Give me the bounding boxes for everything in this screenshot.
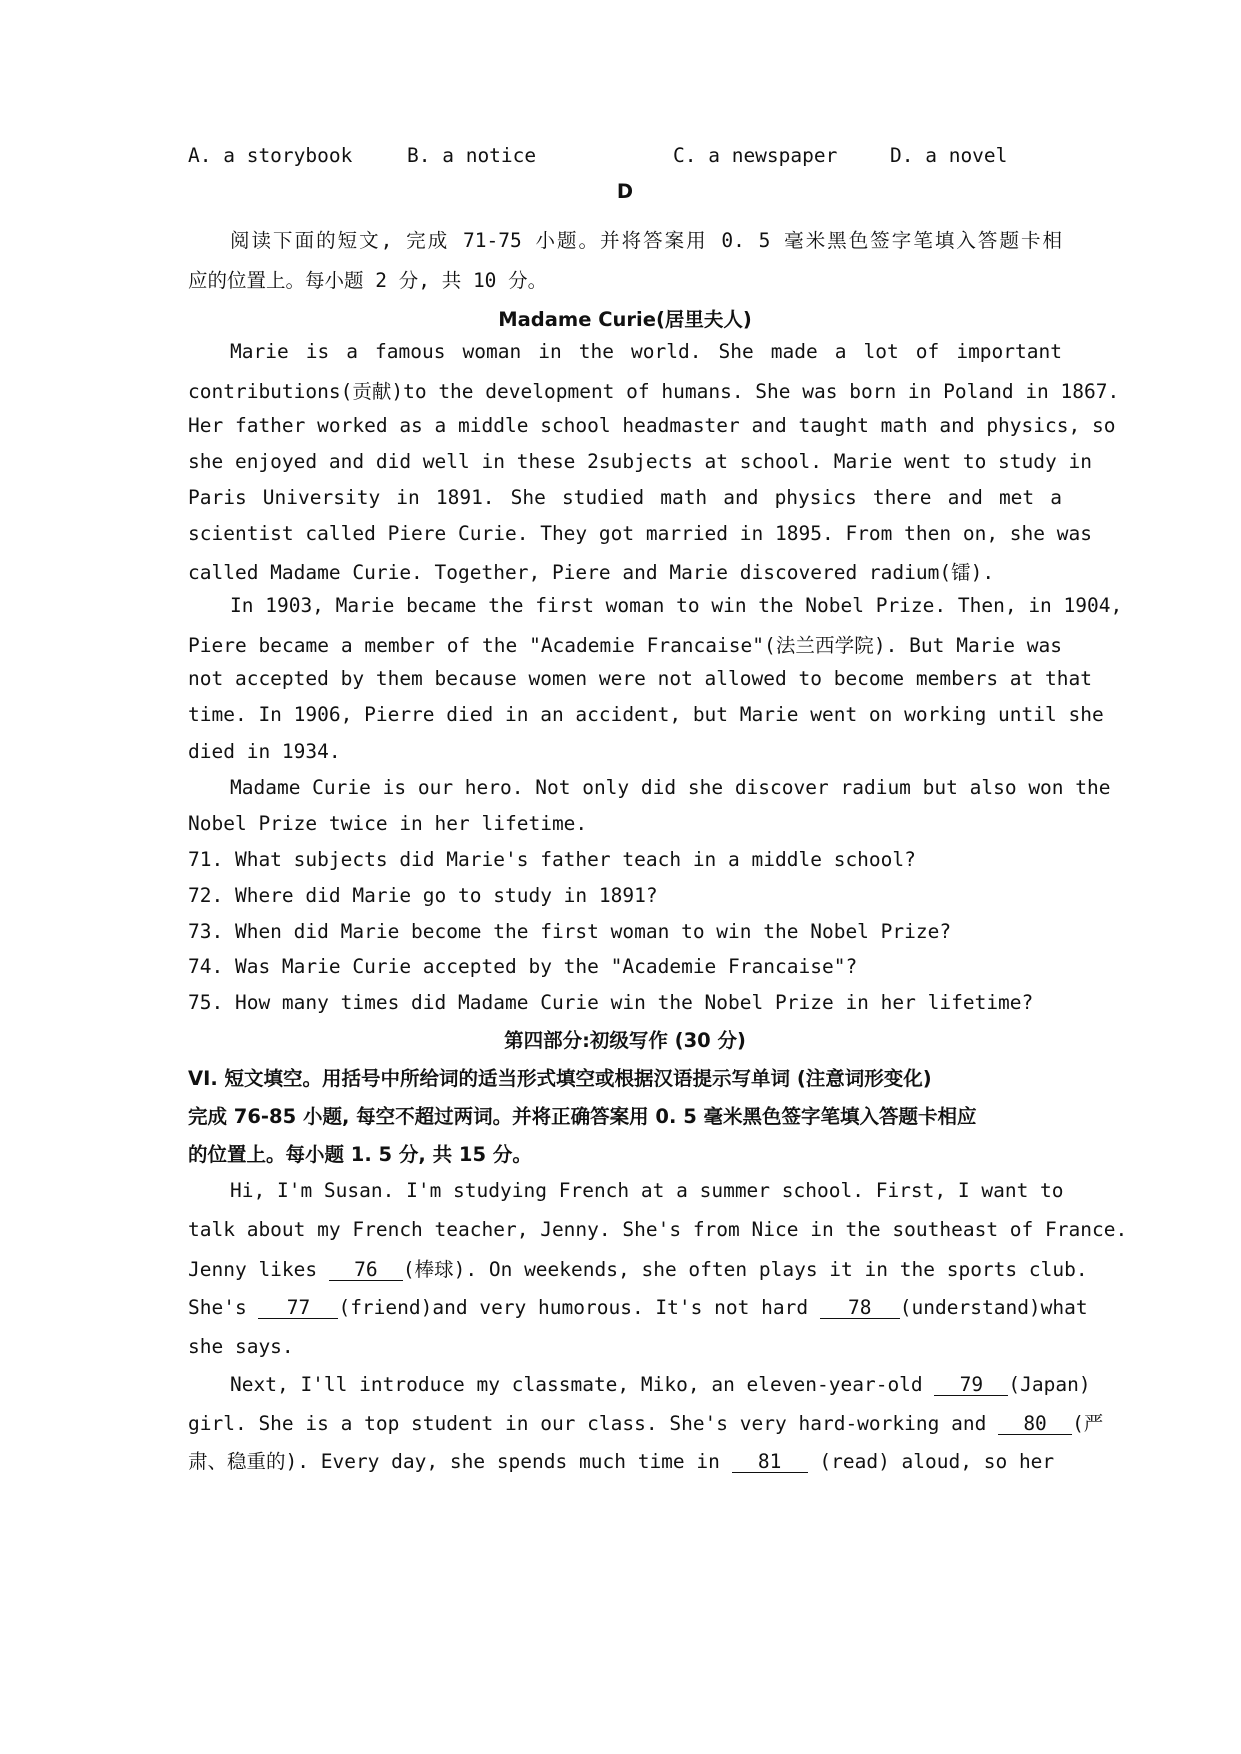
instruction-line: 应的位置上。每小题 2 分, 共 10 分。: [188, 269, 548, 292]
blank-80: 80: [998, 1413, 1072, 1435]
passage-line: In 1903, Marie became the first woman to win the Nobel Prize. Then, in 1904,: [230, 594, 1123, 617]
passage-line: scientist called Piere Curie. They got married in 1895. From then on, she was: [188, 522, 1092, 545]
cloze-line: Jenny likes 76 (棒球). On weekends, she often plays it in the sports club.: [188, 1258, 1088, 1281]
passage-line: she enjoyed and did well in these 2subjects at school. Marie went to study in: [188, 450, 1092, 473]
blank-77: 77: [258, 1297, 338, 1319]
cloze-line: she says.: [188, 1335, 294, 1358]
instruction-line: 阅读下面的短文, 完成 71-75 小题。并将答案用 0. 5 毫米黑色签字笔填入答题卡相: [230, 229, 1062, 252]
passage-title: Madame Curie(居里夫人): [498, 308, 752, 331]
cloze-line: She's 77 (friend)and very humorous. It's not hard 78 (understand)what: [188, 1296, 1088, 1319]
passage-line: Piere became a member of the "Academie Francaise"(法兰西学院). But Marie was: [188, 634, 1062, 657]
part-instruction: VI. 短文填空。用括号中所给词的适当形式填空或根据汉语提示写单词 (注意词形变化): [188, 1067, 932, 1090]
question-75: 75. How many times did Madame Curie win the Nobel Prize in her lifetime?: [188, 991, 1034, 1014]
section-letter: D: [616, 180, 634, 203]
blank-76: 76: [329, 1259, 403, 1281]
passage-line: Nobel Prize twice in her lifetime.: [188, 812, 588, 835]
question-72: 72. Where did Marie go to study in 1891?: [188, 884, 658, 907]
passage-line: Madame Curie is our hero. Not only did she discover radium but also won the: [230, 776, 1111, 799]
passage-line: not accepted by them because women were not allowed to become members at that: [188, 667, 1092, 690]
passage-line: called Madame Curie. Together, Piere and Marie discovered radium(镭).: [188, 561, 995, 584]
blank-78: 78: [820, 1297, 900, 1319]
part-heading: 第四部分:初级写作 (30 分): [504, 1029, 746, 1052]
passage-line: Her father worked as a middle school headmaster and taught math and physics, so: [188, 414, 1116, 437]
cloze-line: Next, I'll introduce my classmate, Miko, an eleven-year-old 79 (Japan): [230, 1373, 1091, 1396]
passage-line: Paris University in 1891. She studied math and physics there and met a: [188, 486, 1062, 509]
passage-line: died in 1934.: [188, 740, 341, 763]
cloze-line: girl. She is a top student in our class. She's very hard-working and 80 (严: [188, 1412, 1104, 1435]
question-74: 74. Was Marie Curie accepted by the "Academie Francaise"?: [188, 955, 858, 978]
blank-79: 79: [934, 1374, 1008, 1396]
part-instruction: 完成 76-85 小题, 每空不超过两词。并将正确答案用 0. 5 毫米黑色签字笔填入答题卡相应: [188, 1105, 977, 1128]
cloze-line: 肃、稳重的). Every day, she spends much time in 81 (read) aloud, so her: [188, 1450, 1055, 1473]
passage-line: contributions(贡献)to the development of humans. She was born in Poland in 1867.: [188, 380, 1120, 403]
option-b: B. a notice: [407, 144, 537, 167]
passage-line: Marie is a famous woman in the world. She made a lot of important: [230, 340, 1062, 363]
cloze-line: talk about my French teacher, Jenny. She's from Nice in the southeast of France.: [188, 1218, 1128, 1241]
passage-line: time. In 1906, Pierre died in an accident, but Marie went on working until she: [188, 703, 1104, 726]
option-c: C. a newspaper: [673, 144, 838, 167]
question-73: 73. When did Marie become the first woman to win the Nobel Prize?: [188, 920, 952, 943]
option-d: D. a novel: [890, 144, 1008, 167]
blank-81: 81: [732, 1451, 808, 1473]
question-71: 71. What subjects did Marie's father teach in a middle school?: [188, 848, 916, 871]
option-a: A. a storybook: [188, 144, 353, 167]
part-instruction: 的位置上。每小题 1. 5 分, 共 15 分。: [188, 1143, 532, 1166]
cloze-line: Hi, I'm Susan. I'm studying French at a summer school. First, I want to: [230, 1179, 1064, 1202]
